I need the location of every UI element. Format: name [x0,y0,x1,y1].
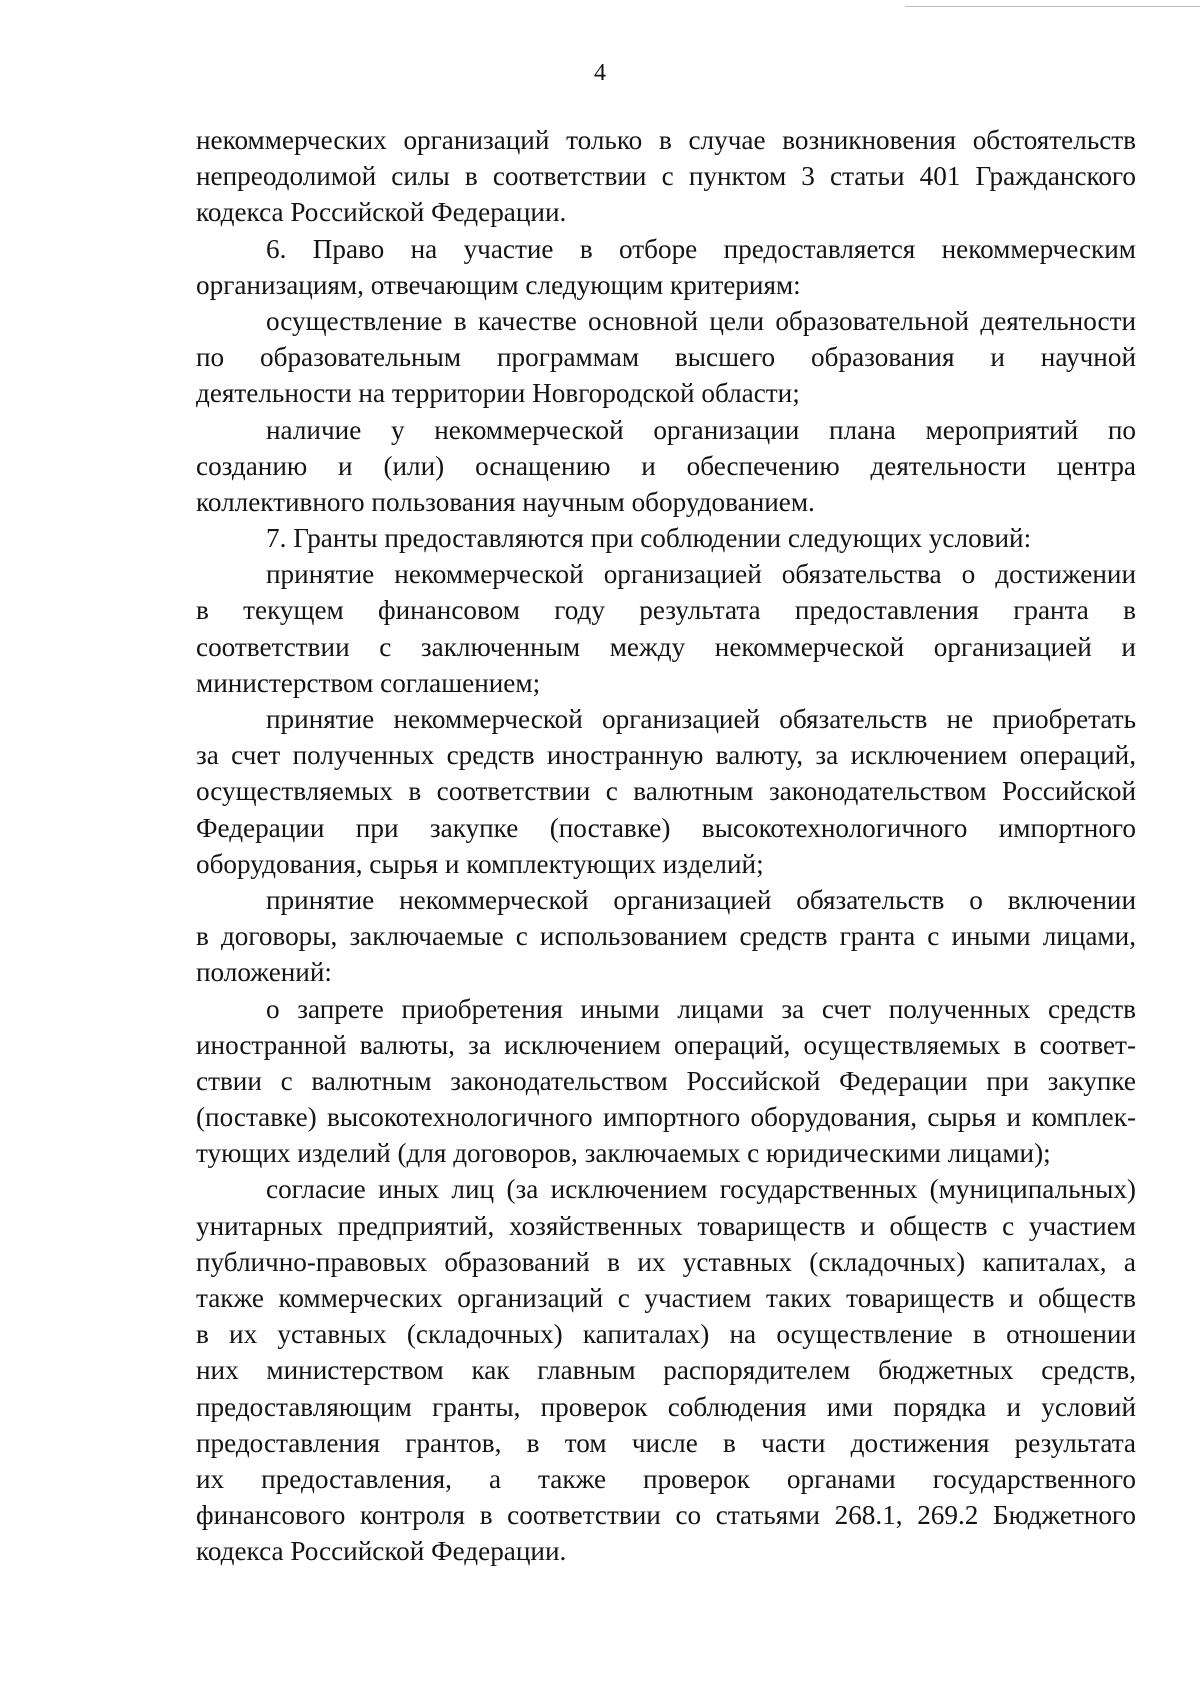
text-line: соответствии с заключенным между некоммерческой организацией и [196,631,1136,662]
text-line: некоммерческих организаций только в случае возникновения обстоятельств [196,125,1136,155]
text-line: публично-правовых образований в их уставных (складочных) капиталах, а [196,1246,1136,1277]
text-line: кодекса Российской Федерации. [196,1536,567,1567]
text-line: тующих изделий (для договоров, заключаемых с юридическими лицами); [196,1138,1051,1169]
text-line: за счет полученных средств иностранную валюту, за исключением операций, [196,740,1136,771]
text-line: организациям, отвечающим следующим критериям: [196,269,801,300]
text-line: (поставке) высокотехнологичного импортного оборудования, сырья и комплек- [196,1102,1136,1133]
text-line: кодекса Российской Федерации. [196,197,567,228]
text-line: согласие иных лиц (за исключением государственных (муниципальных) [266,1174,1136,1205]
top-edge-rule [905,6,1200,7]
text-line: 7. Гранты предоставляются при соблюдении следующих условий: [266,523,1032,554]
text-line: принятие некоммерческой организацией обязательств о включении [266,884,1136,915]
text-line: о запрете приобретения иными лицами за счет полученных средств [266,993,1136,1024]
text-line: коллективного пользования научным оборудованием. [196,486,815,517]
text-line: в их уставных (складочных) капиталах) на осуществление в отношении [196,1319,1136,1350]
text-line: финансового контроля в соответствии со статьями 268.1, 269.2 Бюджетного [196,1500,1136,1531]
text-line: в договоры, заключаемые с использованием средств гранта с иными лицами, [196,921,1136,952]
text-line: созданию и (или) оснащению и обеспечению деятельности центра [196,450,1136,481]
text-line: предоставляющим гранты, проверок соблюдения ими порядка и условий [196,1391,1136,1422]
text-line: наличие у некоммерческой организации плана мероприятий по [266,414,1136,445]
text-line: непреодолимой силы в соответствии с пунктом 3 статьи 401 Гражданского [196,161,1136,192]
text-line: Федерации при закупке (поставке) высокотехнологичного импортного [196,812,1136,843]
text-line: деятельности на территории Новгородской области; [196,378,800,409]
text-line: предоставления грантов, в том числе в части достижения результата [196,1427,1136,1458]
text-line: иностранной валюты, за исключением операций, осуществляемых в соответ- [196,1029,1136,1060]
text-line: унитарных предприятий, хозяйственных товариществ и обществ с участием [196,1210,1136,1241]
text-line: них министерством как главным распорядителем бюджетных средств, [196,1355,1136,1386]
page-number: 4 [594,60,606,86]
text-line: также коммерческих организаций с участием таких товариществ и обществ [196,1283,1136,1313]
text-line: ствии с валютным законодательством Российской Федерации при закупке [196,1065,1136,1096]
text-line: принятие некоммерческой организацией обязательств не приобретать [266,704,1136,734]
text-line: 6. Право на участие в отборе предоставляется некоммерческим [266,233,1136,264]
text-line: их предоставления, а также проверок органами государственного [196,1463,1136,1494]
text-line: осуществляемых в соответствии с валютным законодательством Российской [196,776,1136,807]
text-line: в текущем финансовом году результата предоставления гранта в [196,595,1136,626]
text-line: по образовательным программам высшего образования и научной [196,342,1136,373]
text-line: осуществление в качестве основной цели образовательной деятельности [266,305,1136,336]
text-line: оборудования, сырья и комплектующих изделий; [196,848,764,879]
text-line: министерством соглашением; [196,667,541,698]
text-line: принятие некоммерческой организацией обязательства о достижении [266,559,1136,590]
document-body [196,122,1136,1570]
text-line: положений: [196,957,332,988]
